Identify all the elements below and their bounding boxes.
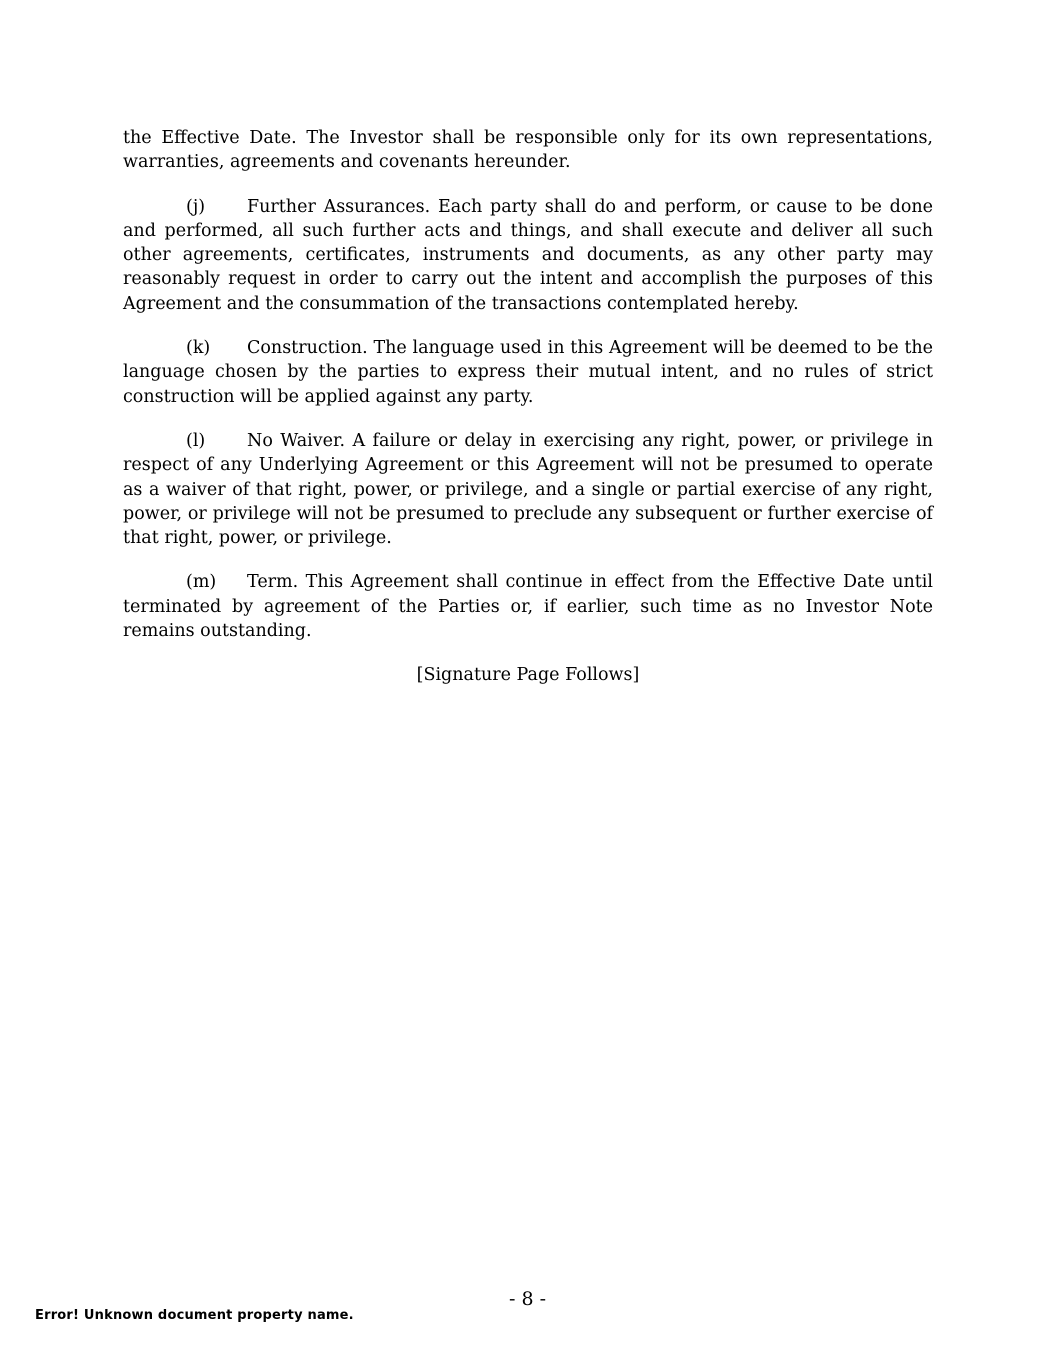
clause-j-label: (j): [186, 196, 206, 217]
error-footer-text: Error! Unknown document property name.: [35, 1308, 354, 1323]
page-number: - 8 -: [508, 1288, 546, 1310]
clause-m-body: This Agreement shall continue in effect from the Effective Date until terminated by agreement of the Parties or, if earlier, such time as no Investor Note remains outstanding.: [123, 572, 933, 642]
clause-l: [123, 429, 933, 550]
clause-k-label: (k): [186, 338, 211, 359]
paragraph-intro: the Effective Date. The Investor shall be responsible only for its own representations, warranties, agreements and covenants hereunder.: [123, 128, 933, 173]
clause-j-body: Each party shall do and perform, or cause to be done and performed, all such further acts and things, and shall execute and deliver all such other agreements, certificates, instruments and documents, as any other party may reasonably request in order to carry out the intent and accomplish the purposes of this Agreement and the consummation of the transactions contemplated hereby.: [123, 196, 933, 314]
document-body: [123, 126, 933, 708]
clause-j-heading: Further Assurances.: [247, 196, 431, 217]
clause-m: [123, 570, 933, 643]
clause-k-body: The language used in this Agreement will be deemed to be the language chosen by the parties to express their mutual intent, and no rules of strict construction will be applied against any party.: [123, 338, 933, 407]
clause-j: [123, 195, 933, 316]
clause-m-heading: Term.: [247, 572, 299, 593]
clause-l-label: (l): [186, 430, 206, 451]
clause-k: [123, 336, 933, 409]
clause-m-label: (m): [186, 572, 217, 593]
signature-page-note: [Signature Page Follows]: [416, 665, 640, 686]
clause-l-heading: No Waiver.: [247, 430, 346, 451]
clause-k-heading: Construction.: [247, 338, 368, 359]
clause-l-body: A failure or delay in exercising any right, power, or privilege in respect of any Underlying Agreement or this Agreement will not be presumed to operate as a waiver of that right, power, or privilege, and a single or partial exercise of any right, power, or privilege will not be presumed to preclude any subsequent or further exercise of that right, power, or privilege.: [123, 430, 933, 549]
